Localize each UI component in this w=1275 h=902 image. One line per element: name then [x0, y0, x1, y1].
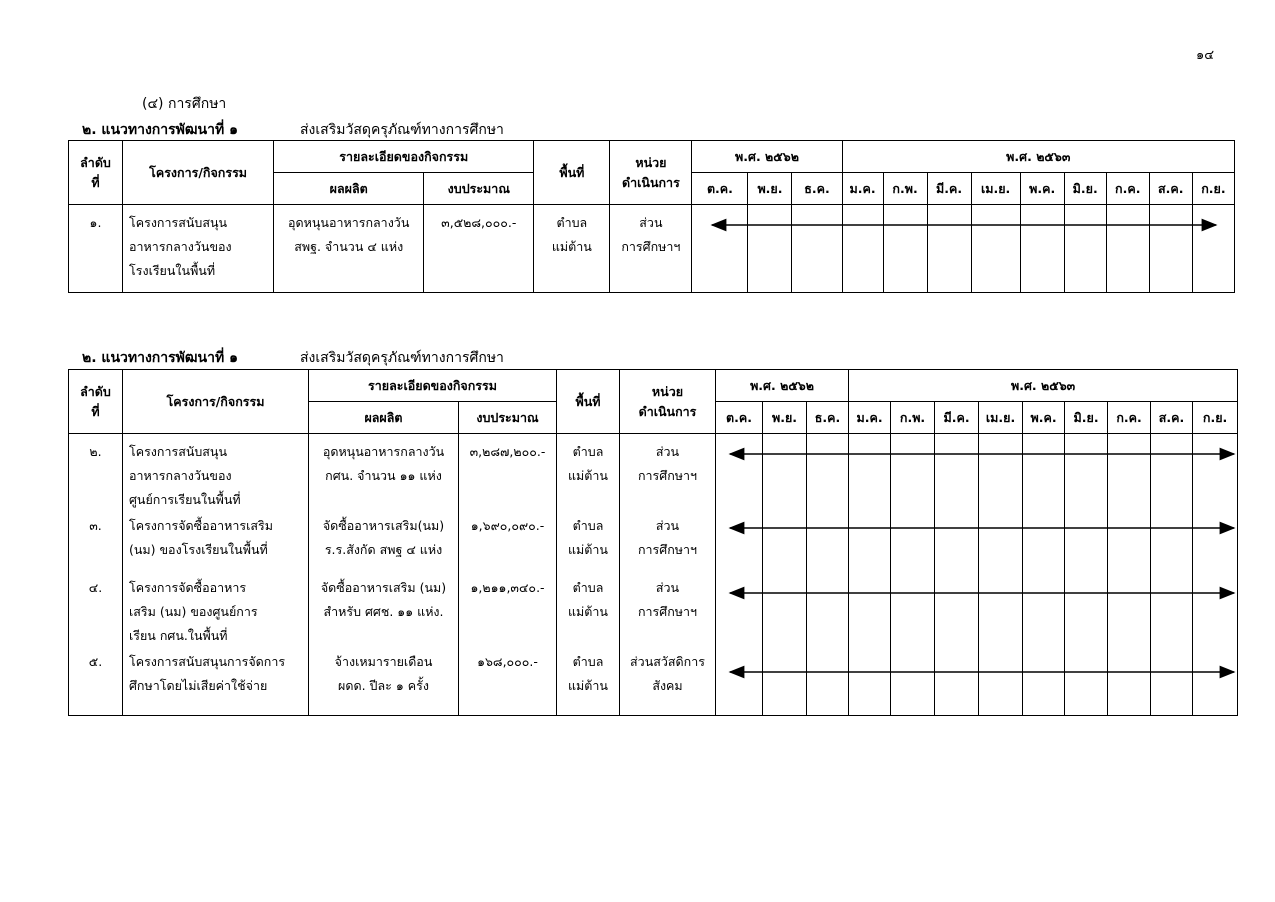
row-no: ๓.	[89, 518, 102, 533]
month-header: มิ.ย.	[1065, 402, 1108, 434]
month-header: เม.ย.	[971, 173, 1020, 205]
row-no: ๕.	[88, 654, 103, 669]
month-header: ม.ค.	[842, 173, 883, 205]
row-no: ๑.	[69, 205, 123, 293]
month-header: ส.ค.	[1149, 173, 1192, 205]
row-unit: ส่วน การศึกษาฯ	[637, 444, 698, 483]
month-header: ม.ค.	[849, 402, 891, 434]
row-area: ตำบล แม่ต้าน	[534, 205, 610, 293]
month-header: ก.พ.	[883, 173, 927, 205]
header-unit: หน่วย ดำเนินการ	[610, 141, 692, 205]
strategy-label: ๒. แนวทางการพัฒนาที่ ๑	[82, 350, 238, 366]
month-header: มี.ค.	[935, 402, 979, 434]
row-project: โครงการสนับสนุน อาหารกลางวันของ ศูนย์การเรียนในพื้นที่	[129, 444, 241, 507]
month-header: พ.ย.	[763, 402, 807, 434]
page-number: ๑๔	[1196, 48, 1215, 63]
header-budget: งบประมาณ	[424, 173, 534, 205]
header-project: โครงการ/กิจกรรม	[123, 141, 274, 205]
header-no: ลำดับ ที่	[69, 141, 123, 205]
row-no: ๔.	[88, 580, 103, 595]
header-year-2562: พ.ศ. ๒๕๖๒	[716, 370, 849, 402]
row-output: จัดซื้ออาหารเสริม(นม) ร.ร.สังกัด สพฐ ๔ แห่ง	[322, 518, 445, 557]
header-year-2562: พ.ศ. ๒๕๖๒	[692, 141, 842, 173]
row-unit: ส่วน การศึกษาฯ	[610, 205, 692, 293]
header-no: ลำดับ ที่	[69, 370, 123, 434]
row-unit: ส่วนสวัสดิการ สังคม	[630, 654, 705, 693]
header-area: พื้นที่	[534, 141, 610, 205]
month-header: มิ.ย.	[1064, 173, 1106, 205]
row-output: อุดหนุนอาหารกลางวัน กศน. จำนวน ๑๑ แห่ง	[322, 444, 445, 483]
section-title: (๔) การศึกษา	[142, 96, 227, 112]
header-detail: รายละเอียดของกิจกรรม	[274, 141, 534, 173]
row-budget: ๓,๒๘๗,๒๐๐.-	[469, 444, 546, 459]
month-header: เม.ย.	[979, 402, 1023, 434]
month-header: ก.พ.	[891, 402, 935, 434]
header-project: โครงการ/กิจกรรม	[123, 370, 309, 434]
month-header: มี.ค.	[927, 173, 971, 205]
row-no: ๒.	[89, 444, 102, 459]
row-project: โครงการจัดซื้ออาหาร เสริม (นม) ของศูนย์การ เรียน กศน.ในพื้นที่	[129, 580, 258, 643]
month-header: ก.ย.	[1193, 402, 1238, 434]
month-header: พ.ค.	[1023, 402, 1065, 434]
header-output: ผลผลิต	[309, 402, 459, 434]
strategy-label: ๒. แนวทางการพัฒนาที่ ๑	[82, 122, 238, 138]
month-header: พ.ย.	[748, 173, 792, 205]
month-header: ธ.ค.	[792, 173, 842, 205]
row-area: ตำบล แม่ต้าน	[568, 580, 608, 619]
strategy-description: ส่งเสริมวัสดุครุภัณฑ์ทางการศึกษา	[300, 122, 504, 138]
strategy-description: ส่งเสริมวัสดุครุภัณฑ์ทางการศึกษา	[300, 350, 504, 366]
header-output: ผลผลิต	[274, 173, 424, 205]
row-output: อุดหนุนอาหารกลางวัน สพฐ. จำนวน ๔ แห่ง	[274, 205, 424, 293]
row-unit: ส่วน การศึกษาฯ	[637, 518, 698, 557]
row-area: ตำบล แม่ต้าน	[568, 444, 608, 483]
row-project: โครงการสนับสนุน อาหารกลางวันของ โรงเรียนในพื้นที่	[123, 205, 274, 293]
header-year-2563: พ.ศ. ๒๕๖๓	[849, 370, 1238, 402]
month-header: พ.ค.	[1020, 173, 1064, 205]
row-budget: ๑๖๘,๐๐๐.-	[477, 654, 538, 669]
row-output: จัดซื้ออาหารเสริม (นม) สำหรับ ศศช. ๑๑ แห่ง.	[320, 580, 447, 619]
row-project: โครงการสนับสนุนการจัดการ ศึกษาโดยไม่เสียค่าใช้จ่าย	[129, 654, 286, 693]
header-detail: รายละเอียดของกิจกรรม	[309, 370, 557, 402]
header-year-2563: พ.ศ. ๒๕๖๓	[842, 141, 1234, 173]
row-output: จ้างเหมารายเดือน ผดด. ปีละ ๑ ครั้ง	[334, 654, 433, 693]
month-header: ต.ค.	[692, 173, 748, 205]
row-budget: ๓,๕๒๘,๐๐๐.-	[424, 205, 534, 293]
month-header: ธ.ค.	[807, 402, 849, 434]
row-project: โครงการจัดซื้ออาหารเสริม (นม) ของโรงเรียนในพื้นที่	[129, 518, 273, 557]
month-header: ก.ค.	[1106, 173, 1149, 205]
header-budget: งบประมาณ	[459, 402, 557, 434]
row-area: ตำบล แม่ต้าน	[568, 654, 608, 693]
month-header: ส.ค.	[1151, 402, 1193, 434]
row-budget: ๑,๒๑๑,๓๔๐.-	[470, 580, 545, 595]
row-budget: ๑,๖๙๐,๐๙๐.-	[470, 518, 545, 533]
month-header: ต.ค.	[716, 402, 763, 434]
header-unit: หน่วย ดำเนินการ	[620, 370, 716, 434]
month-header: ก.ค.	[1108, 402, 1151, 434]
month-header: ก.ย.	[1192, 173, 1234, 205]
row-area: ตำบล แม่ต้าน	[568, 518, 608, 557]
header-area: พื้นที่	[557, 370, 620, 434]
row-unit: ส่วน การศึกษาฯ	[637, 580, 698, 619]
